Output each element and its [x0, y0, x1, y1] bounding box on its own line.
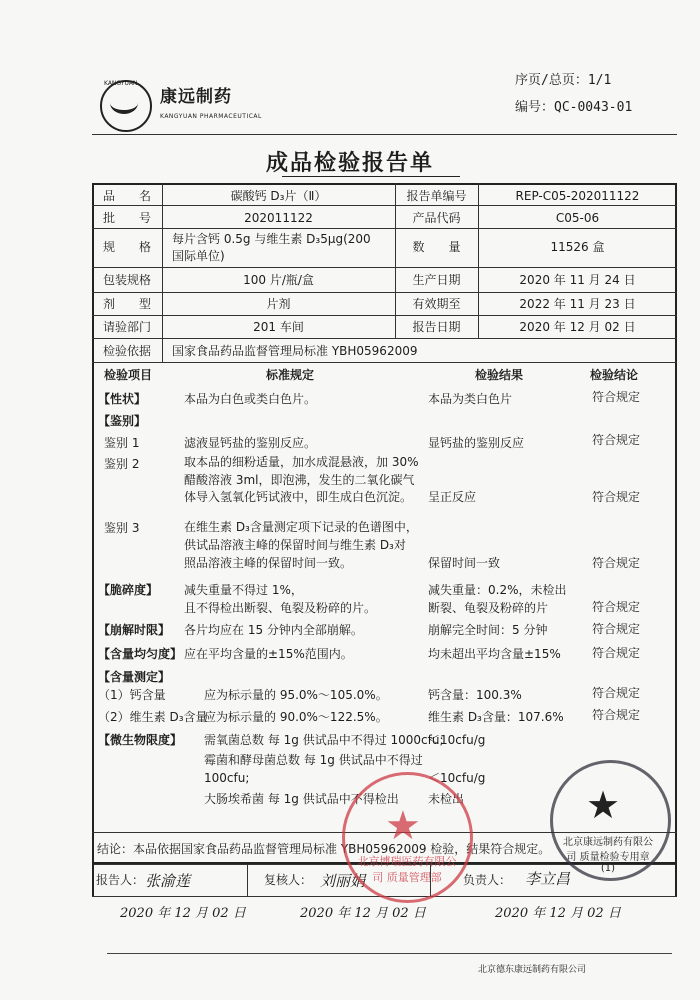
manager-label: 负责人：	[463, 873, 512, 887]
quantity-label: 数 量	[412, 240, 461, 254]
result-uniformity: 均未超出平均含量±15%	[428, 647, 561, 661]
package-label: 包装规格	[102, 273, 151, 287]
footer-divider	[107, 953, 672, 954]
page-info: 序页/总页：1/1	[515, 73, 612, 88]
std-id-2-line-3: 体导入氢氧化钙试液中，即生成白色沉淀。	[184, 490, 413, 504]
logo-swan-icon	[110, 92, 138, 114]
title-underline	[282, 176, 460, 177]
item-id-3: 鉴别 3	[104, 521, 140, 535]
item-calcium: （1）钙含量	[98, 688, 166, 702]
item-disintegration: 【崩解时限】	[98, 623, 171, 637]
expiry-label: 有效期至	[412, 297, 461, 311]
std-id-3-line-1: 在维生素 D₃含量测定项下记录的色谱图中，	[184, 520, 418, 534]
col-divider	[92, 864, 94, 896]
product-code-label: 产品代码	[412, 211, 461, 225]
std-friability-line-1: 减失重量不得过 1%，	[184, 583, 303, 597]
reporter-label: 报告人：	[96, 873, 145, 887]
company-name-en: KANGYUAN PHARMACEUTICAL	[160, 113, 262, 120]
std-friability-line-2: 且不得检出断裂、龟裂及粉碎的片。	[184, 601, 377, 615]
row-divider	[92, 292, 677, 293]
row-divider	[92, 362, 677, 363]
dept-label: 请验部门	[102, 320, 151, 334]
quantity: 11526 盒	[550, 240, 605, 254]
conclusion-id-3: 符合规定	[592, 556, 641, 570]
report-date: 2020 年 12 月 02 日	[519, 320, 636, 334]
col-header-item: 检验项目	[104, 368, 153, 382]
item-appearance: 【性状】	[98, 392, 147, 406]
product-code: C05-06	[555, 211, 600, 225]
item-vitamin-d3: （2）维生素 D₃含量	[98, 710, 208, 724]
reporter-signature: 张渝莲	[145, 872, 191, 890]
std-id-2-line-1: 取本品的细粉适量，加水成混悬液，加 30%	[184, 455, 419, 469]
col-divider	[675, 864, 677, 896]
dosage-form: 片剂	[266, 297, 291, 311]
result-calcium: 钙含量：100.3%	[428, 688, 522, 702]
report-date-label: 报告日期	[412, 320, 461, 334]
product-name: 碳酸钙 D₃片（Ⅱ）	[230, 189, 327, 203]
conclusion-id-1: 符合规定	[592, 433, 641, 447]
basis-label: 检验依据	[102, 344, 151, 358]
conclusion-id-2: 符合规定	[592, 490, 641, 504]
product-name-label: 品 名	[102, 189, 151, 203]
dosage-form-label: 剂 型	[102, 297, 151, 311]
item-id-2: 鉴别 2	[104, 457, 140, 471]
final-conclusion: 结论：本品依据国家食品药品监督管理局标准 YBH05962009 检验，结果符合规定。	[97, 842, 551, 856]
manager-date: 2020 年 12 月 02 日	[495, 906, 621, 921]
stamp-star-icon: ★	[385, 803, 421, 849]
std-vitamin-d3: 应为标示量的 90.0%～122.5%。	[204, 710, 388, 724]
col-header-result: 检验结果	[475, 368, 524, 382]
item-identification: 【鉴别】	[98, 414, 147, 428]
col-divider	[395, 183, 396, 339]
col-header-conclusion: 检验结论	[590, 368, 639, 382]
std-disintegration: 各片均应在 15 分钟内全部崩解。	[184, 623, 363, 637]
item-uniformity: 【含量均匀度】	[98, 647, 183, 661]
std-id-3-line-3: 照品溶液主峰的保留时间一致。	[184, 556, 353, 570]
conclusion-vitamin-d3: 符合规定	[592, 708, 641, 722]
conclusion-disintegration: 符合规定	[592, 622, 641, 636]
row-divider	[92, 205, 677, 206]
batch-label: 批 号	[102, 211, 151, 225]
conclusion-friability: 符合规定	[592, 600, 641, 614]
spec-label: 规 格	[102, 240, 151, 254]
reviewer-label: 复核人：	[264, 873, 313, 887]
std-calcium: 应为标示量的 95.0%～105.0%。	[204, 688, 388, 702]
std-id-3-line-2: 供试品溶液主峰的保留时间与维生素 D₃对	[184, 538, 406, 552]
result-id-2: 呈正反应	[428, 490, 477, 504]
reporter-date: 2020 年 12 月 02 日	[120, 906, 246, 921]
reviewer-signature: 刘丽娟	[320, 872, 366, 890]
batch-number: 202011122	[244, 211, 313, 225]
result-friability-line-1: 减失重量：0.2%，未检出	[428, 583, 567, 597]
std-id-2-line-2: 醋酸溶液 3ml，即泡沸，发生的二氧化碳气	[184, 473, 415, 487]
black-inspection-stamp	[550, 760, 671, 881]
row-divider	[92, 338, 677, 339]
result-ecoli: 未检出	[428, 792, 465, 806]
result-appearance: 本品为类白色片	[428, 392, 513, 406]
conclusion-calcium: 符合规定	[592, 686, 641, 700]
logo-ring-text: KANGYUAN	[104, 80, 138, 87]
report-no: REP-C05-202011122	[515, 189, 640, 203]
std-uniformity: 应在平均含量的±15%范围内。	[184, 647, 353, 661]
row-divider	[92, 228, 677, 229]
conclusion-appearance: 符合规定	[592, 390, 641, 404]
test-basis: 国家食品药品监督管理局标准 YBH05962009	[172, 344, 418, 358]
package-spec: 100 片/瓶/盒	[243, 273, 314, 287]
stamp-text: 北京博瑞医药有限公司 质量管理部	[357, 855, 457, 884]
production-date: 2020 年 11 月 24 日	[519, 273, 636, 287]
result-id-1: 显钙盐的鉴别反应	[428, 436, 525, 450]
item-assay: 【含量测定】	[98, 670, 171, 684]
std-mold-line-1: 霉菌和酵母菌总数 每 1g 供试品中不得过	[204, 753, 423, 767]
item-friability: 【脆碎度】	[98, 583, 159, 597]
result-mold: ＜10cfu/g	[428, 771, 486, 785]
stamp-text: 北京康远制药有限公司 质量检验专用章 (1)	[563, 837, 653, 874]
result-friability-line-2: 断裂、龟裂及粉碎的片	[428, 601, 549, 615]
spec-line-1: 每片含钙 0.5g 与维生素 D₃5μg(200	[172, 232, 371, 246]
item-microbial: 【微生物限度】	[98, 733, 183, 747]
company-name: 康远制药	[160, 87, 232, 107]
manager-signature: 李立昌	[525, 870, 571, 888]
conclusion-uniformity: 符合规定	[592, 646, 641, 660]
spec-line-2: 国际单位)	[172, 249, 225, 263]
footer-company: 北京德东康远制药有限公司	[478, 965, 587, 975]
expiry-date: 2022 年 11 月 23 日	[519, 297, 636, 311]
col-divider	[247, 864, 248, 896]
production-date-label: 生产日期	[412, 273, 461, 287]
std-ecoli: 大肠埃希菌 每 1g 供试品中不得检出	[204, 792, 399, 806]
report-no-label: 报告单编号	[406, 189, 467, 203]
stamp-star-icon: ★	[586, 783, 621, 827]
document-number: 编号：QC-0043-01	[515, 100, 633, 115]
red-quality-stamp	[342, 772, 473, 903]
col-header-standard: 标准规定	[266, 368, 315, 382]
row-divider	[92, 315, 677, 316]
std-id-1: 滤液显钙盐的鉴别反应。	[184, 436, 317, 450]
header-divider	[92, 134, 677, 135]
result-aerobic: ＜10cfu/g	[428, 733, 486, 747]
col-divider	[478, 183, 479, 339]
std-appearance: 本品为白色或类白色片。	[184, 392, 317, 406]
std-aerobic: 需氧菌总数 每 1g 供试品中不得过 1000cfu;	[204, 733, 444, 747]
result-id-3: 保留时间一致	[428, 556, 501, 570]
row-divider	[92, 267, 677, 268]
result-vitamin-d3: 维生素 D₃含量：107.6%	[428, 710, 564, 724]
item-id-1: 鉴别 1	[104, 436, 140, 450]
result-disintegration: 崩解完全时间：5 分钟	[428, 623, 548, 637]
request-dept: 201 车间	[253, 320, 304, 334]
reviewer-date: 2020 年 12 月 02 日	[300, 906, 426, 921]
std-mold-line-2: 100cfu;	[204, 771, 250, 785]
page-title: 成品检验报告单	[265, 151, 434, 176]
